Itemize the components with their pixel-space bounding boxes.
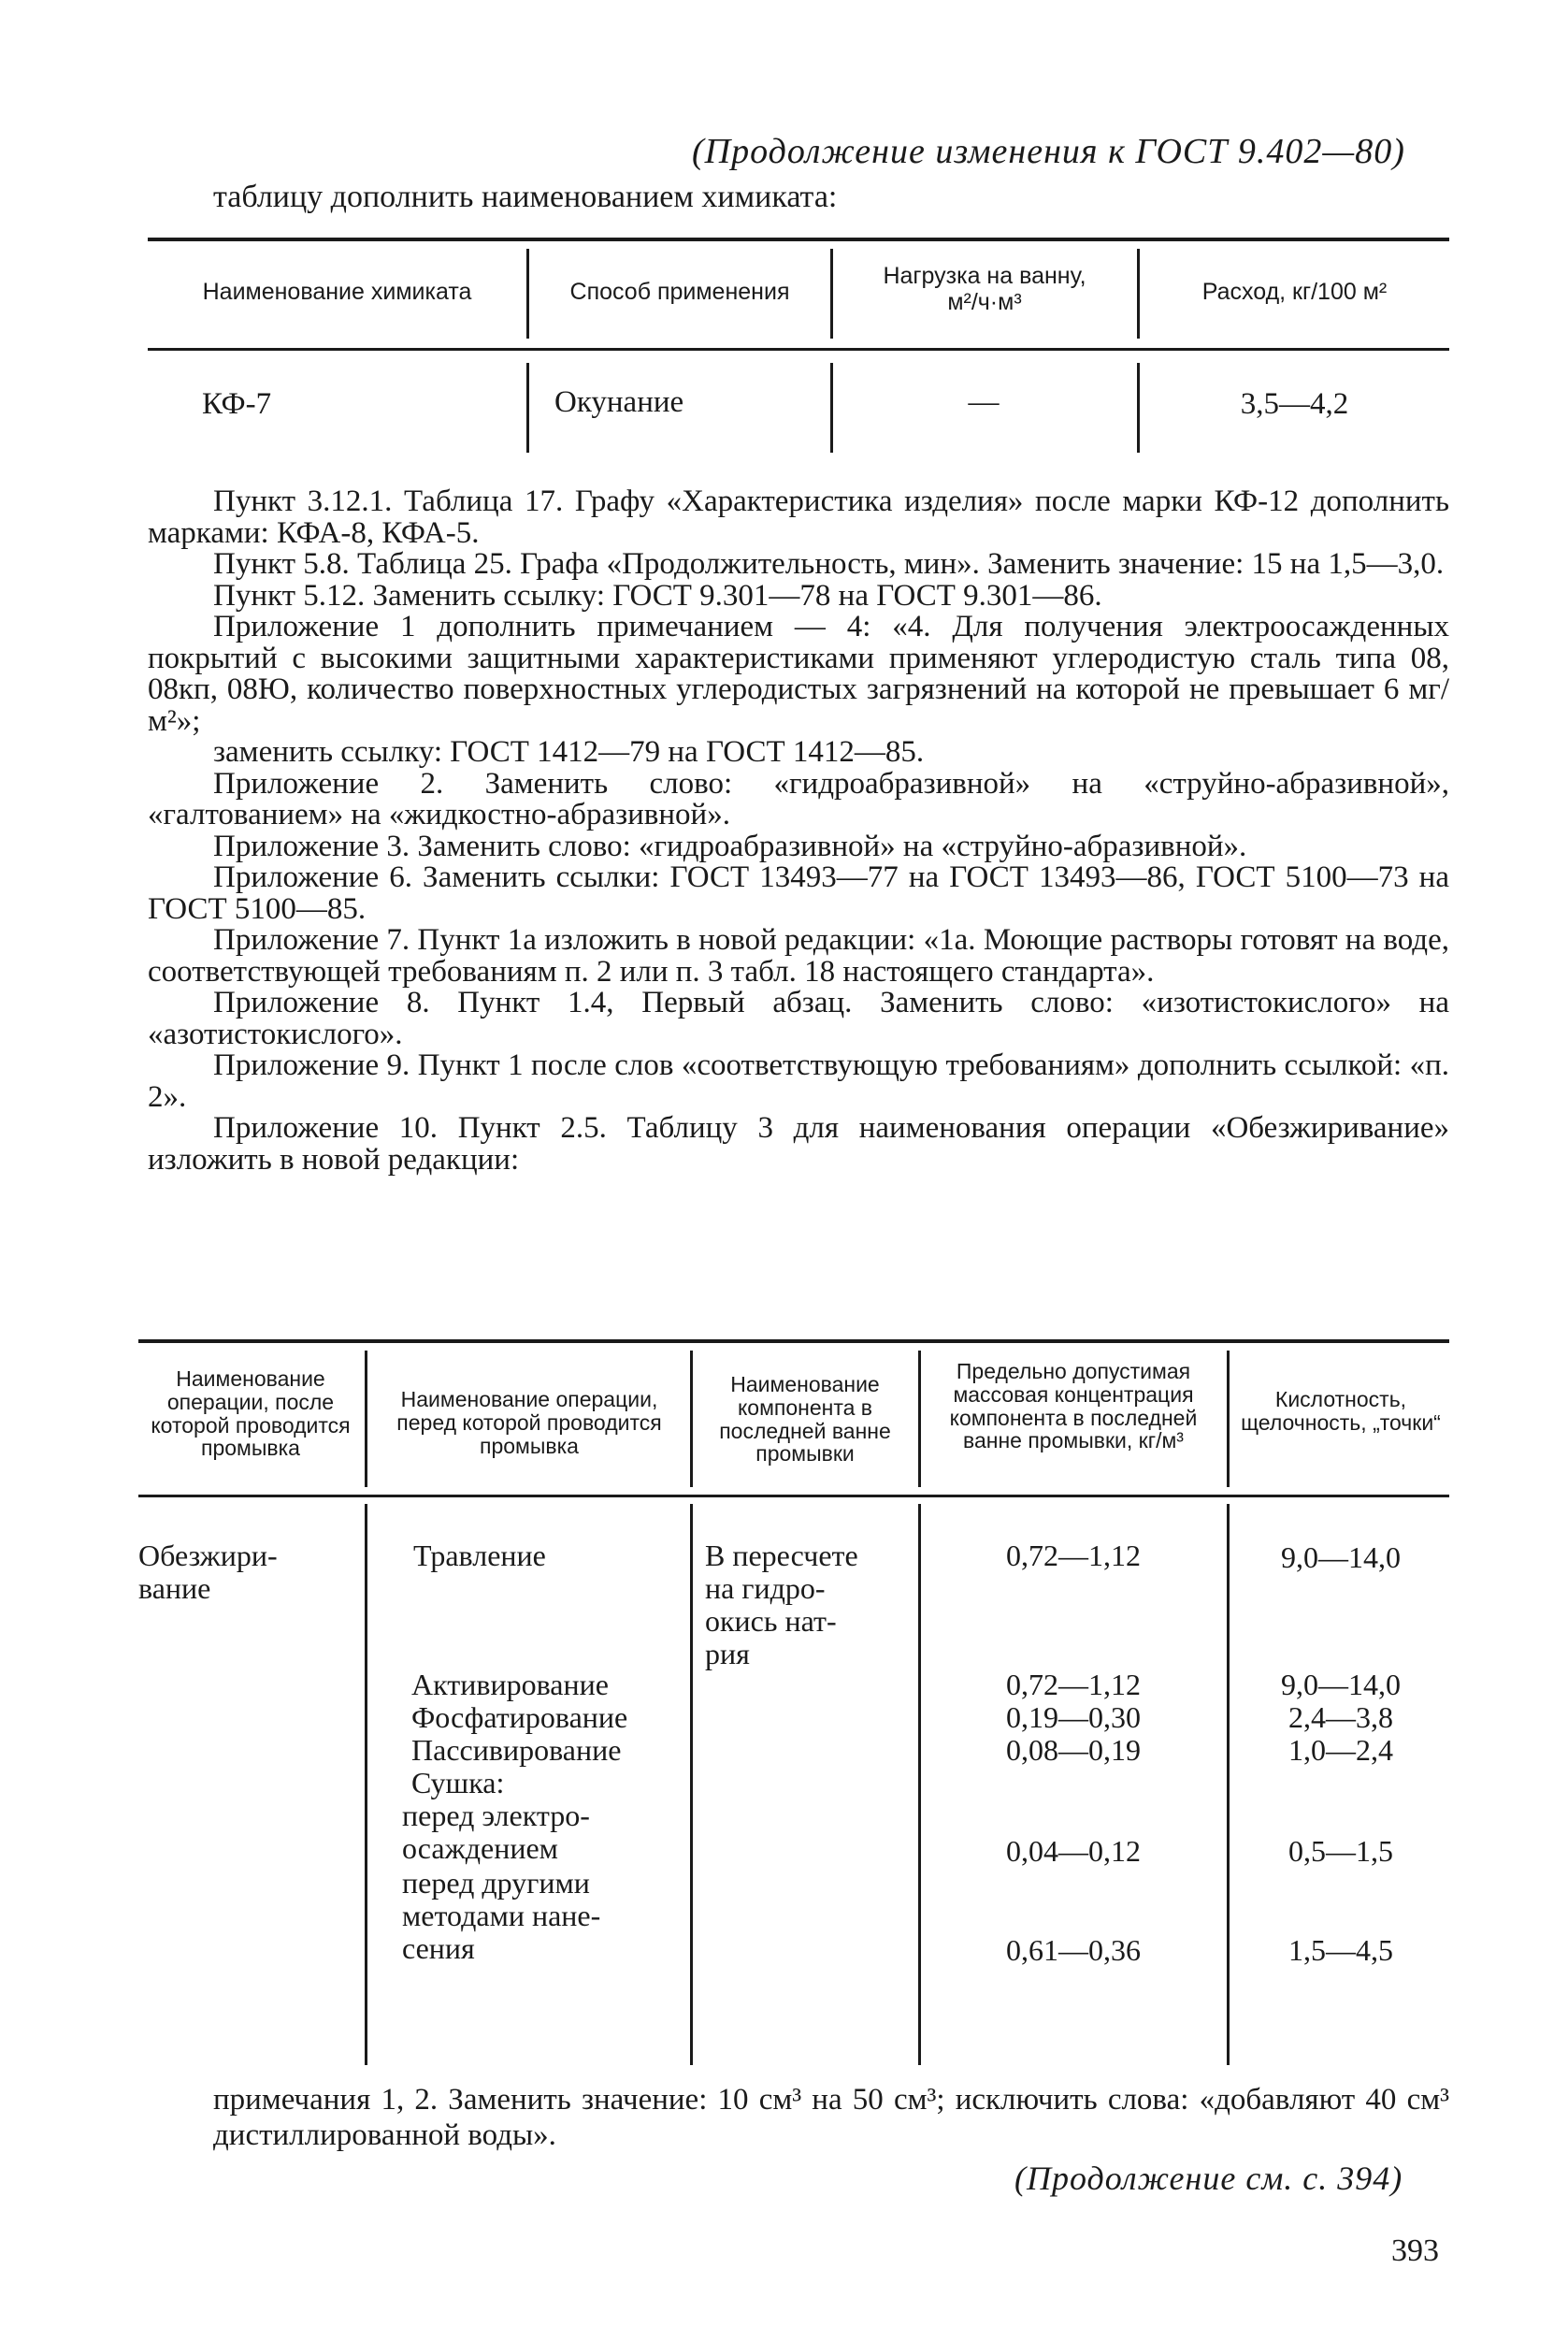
op-name: Фосфатирование	[411, 1700, 628, 1734]
col-divider	[918, 1351, 921, 1487]
col-divider	[690, 1351, 693, 1487]
continuation-footer: (Продолжение см. с. 394)	[1014, 2160, 1403, 2197]
header-method: Способ применения	[569, 279, 790, 305]
cell-consumption: 3,5—4,2	[1240, 387, 1349, 421]
op-name: Пассивирование	[411, 1733, 622, 1767]
header-consumption: Расход, кг/100 м²	[1201, 279, 1388, 305]
paragraph: Пункт 5.12. Заменить ссылку: ГОСТ 9.301—78 на ГОСТ 9.301—86.	[213, 578, 1102, 613]
paragraph: заменить ссылку: ГОСТ 1412—79 на ГОСТ 1412—85.	[213, 735, 925, 769]
op-name: перед другими методами нане- сения	[402, 1866, 601, 1965]
op-acidity: 2,4—3,8	[1288, 1700, 1393, 1734]
paragraph: Приложение 9. Пункт 1 после слов «соответствующую требованиям» дополнить ссылкой: «п. 2».	[148, 1048, 1449, 1114]
op-name: перед электро- осаждением	[402, 1799, 590, 1865]
paragraph: Приложение 8. Пункт 1.4, Первый абзац. Заменить слово: «изотистокислого» на «азотистокислого».	[148, 986, 1449, 1051]
paragraph: Пункт 5.8. Таблица 25. Графа «Продолжительность, мин». Заменить значение: 15 на 1,5—3,0.	[213, 547, 1445, 581]
header-chemical-name: Наименование химиката	[202, 279, 472, 305]
op-acidity: 9,0—14,0	[1281, 1668, 1401, 1701]
col-divider	[526, 363, 529, 453]
col-divider	[1227, 1504, 1230, 2065]
op-concentration: 0,08—0,19	[1006, 1733, 1141, 1767]
paragraph: Приложение 6. Заменить ссылки: ГОСТ 13493—77 на ГОСТ 13493—86, ГОСТ 5100—73 на ГОСТ 5100—85.	[148, 860, 1449, 926]
note-text: примечания 1, 2. Заменить значение: 10 см³ на 50 см³; исключить слова: «добавляют 40 см³ дистиллированной воды».	[213, 2083, 1449, 2152]
op-acidity: 0,5—1,5	[1288, 1834, 1393, 1868]
op-name: Травление	[413, 1539, 546, 1572]
header-acidity: Кислотность, щелочность, „точки“	[1241, 1387, 1441, 1435]
header-load: Нагрузка на ванну, м²/ч·м³	[883, 263, 1086, 315]
op-concentration: 0,61—0,36	[1006, 1933, 1141, 1967]
rinse-table	[138, 1339, 1449, 2069]
op-concentration: 0,19—0,30	[1006, 1700, 1141, 1734]
cell-method: Окунание	[554, 385, 684, 419]
op-concentration: 0,72—1,12	[1006, 1539, 1141, 1572]
header-before-op: Наименование операции, перед которой проводится промывка	[396, 1387, 662, 1458]
col-divider	[365, 1504, 367, 2065]
col-divider	[1227, 1351, 1230, 1487]
note-paragraph	[213, 2082, 1449, 2153]
paragraph: Приложение 10. Пункт 2.5. Таблицу 3 для наименования операции «Обезжиривание» изложить в новой редакции:	[148, 1111, 1449, 1177]
op-concentration: 0,72—1,12	[1006, 1668, 1141, 1701]
table-header-rule	[138, 1495, 1449, 1497]
intro-line: таблицу дополнить наименованием химиката:	[213, 180, 838, 214]
paragraph: Приложение 7. Пункт 1а изложить в новой редакции: «1а. Моющие растворы готовят на воде, соответствующей требованиям п. 2 или п. 3 табл. 18 настоящего стандарта».	[148, 923, 1449, 989]
header-concentration: Предельно допустимая массовая концентрация компонента в последней ванне промывки, кг/м³	[949, 1359, 1198, 1453]
op-name: Сушка:	[411, 1766, 505, 1799]
paragraph: Пункт 3.12.1. Таблица 17. Графу «Характеристика изделия» после марки КФ-12 дополнить марками: КФА-8, КФА-5.	[148, 484, 1449, 550]
cell-load: —	[968, 385, 1000, 419]
op-name: Активирование	[411, 1668, 609, 1701]
col-divider	[365, 1351, 367, 1487]
op-acidity: 9,0—14,0	[1281, 1540, 1401, 1574]
paragraph: Приложение 3. Заменить слово: «гидроабразивной» на «струйно-абразивной».	[213, 829, 1247, 863]
table-top-rule	[148, 238, 1449, 241]
continuation-header: (Продолжение изменения к ГОСТ 9.402—80)	[692, 132, 1405, 171]
table-top-rule	[138, 1339, 1449, 1343]
header-component: Наименование компонента в последней ванне промывки	[719, 1372, 891, 1467]
cell-chemical: КФ-7	[202, 387, 272, 421]
table-header-rule	[148, 348, 1449, 351]
chemical-table	[148, 238, 1449, 455]
paragraph: Приложение 1 дополнить примечанием — 4: «4. Для получения электроосажденных покрытий с высокими защитными характеристиками применяют углеродистую сталь типа 08, 08кп, 08Ю, количество поверхностных углеродистых загрязнений на которой не превышает 6 мг/м²»;	[148, 610, 1449, 738]
paragraph: Приложение 2. Заменить слово: «гидроабразивной» на «струйно-абразивной», «галтованием» на «жидкостно-абразивной».	[148, 766, 1449, 831]
cell-component: В пересчете на гидро- окись нат- рия	[705, 1539, 858, 1670]
op-concentration: 0,04—0,12	[1006, 1834, 1141, 1868]
col-divider	[918, 1504, 921, 2065]
op-acidity: 1,5—4,5	[1288, 1933, 1393, 1967]
header-after-op: Наименование операции, после которой проводится промывка	[151, 1366, 351, 1461]
cell-after-op: Обезжири- вание	[138, 1539, 278, 1605]
amendment-text	[148, 486, 1449, 1176]
page-number: 393	[1391, 2233, 1439, 2268]
op-acidity: 1,0—2,4	[1288, 1733, 1393, 1767]
col-divider	[690, 1504, 693, 2065]
col-divider	[830, 249, 833, 339]
